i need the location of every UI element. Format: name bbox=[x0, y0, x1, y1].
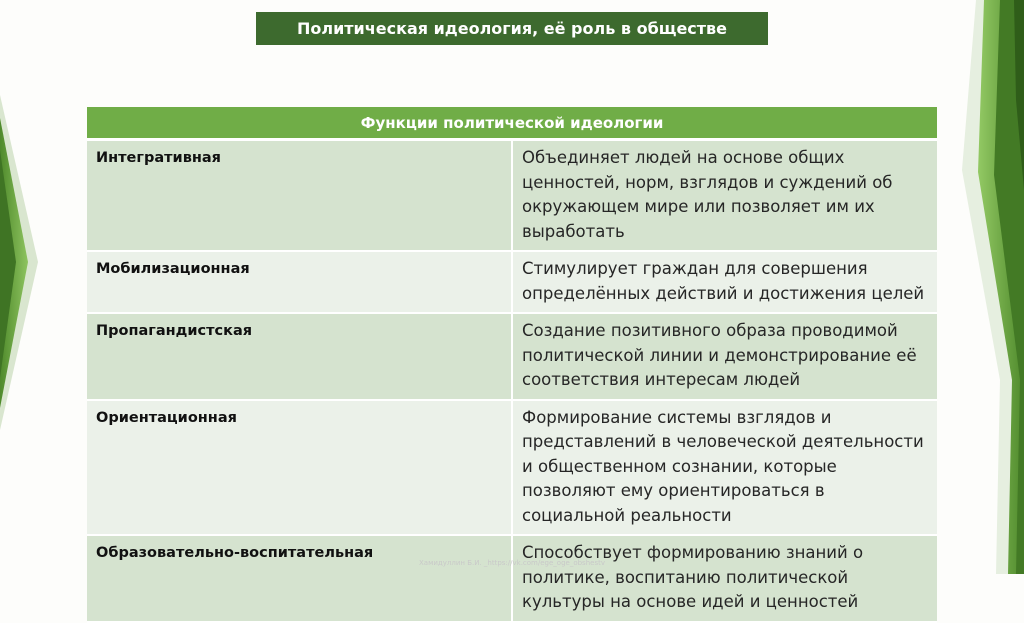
table-row bbox=[87, 251, 937, 313]
function-name: Интегративная bbox=[87, 140, 512, 252]
function-description: Создание позитивного образа проводимой политической линии и демонстрирование её соответствия интересам людей bbox=[512, 313, 937, 400]
right-chevron-decoration bbox=[962, 0, 1024, 574]
left-chevron-decoration bbox=[0, 95, 38, 430]
function-name: Образовательно-воспитательная bbox=[87, 535, 512, 622]
function-description: Стимулирует граждан для совершения определённых действий и достижения целей bbox=[512, 251, 937, 313]
function-name: Пропагандистская bbox=[87, 313, 512, 400]
function-description: Формирование системы взглядов и представлений в человеческой деятельности и общественном сознании, которые позволяют ему ориентироваться в социальной реальности bbox=[512, 400, 937, 536]
table-header: Функции политической идеологии bbox=[87, 107, 937, 140]
table-header-row bbox=[87, 107, 937, 140]
table-row bbox=[87, 140, 937, 252]
function-name: Мобилизационная bbox=[87, 251, 512, 313]
table-row bbox=[87, 535, 937, 622]
function-description: Способствует формированию знаний о политике, воспитанию политической культуры на основе идей и ценностей bbox=[512, 535, 937, 622]
slide-title: Политическая идеология, её роль в обществе bbox=[256, 12, 768, 45]
table-row bbox=[87, 313, 937, 400]
table-row bbox=[87, 400, 937, 536]
function-name: Ориентационная bbox=[87, 400, 512, 536]
function-description: Объединяет людей на основе общих ценностей, норм, взглядов и суждений об окружающем мире или позволяет им их выработать bbox=[512, 140, 937, 252]
functions-table bbox=[87, 107, 937, 623]
footer-credit: Хамидуллин Б.И. _https://vk.com/ege_oge_obshestv bbox=[419, 559, 605, 567]
